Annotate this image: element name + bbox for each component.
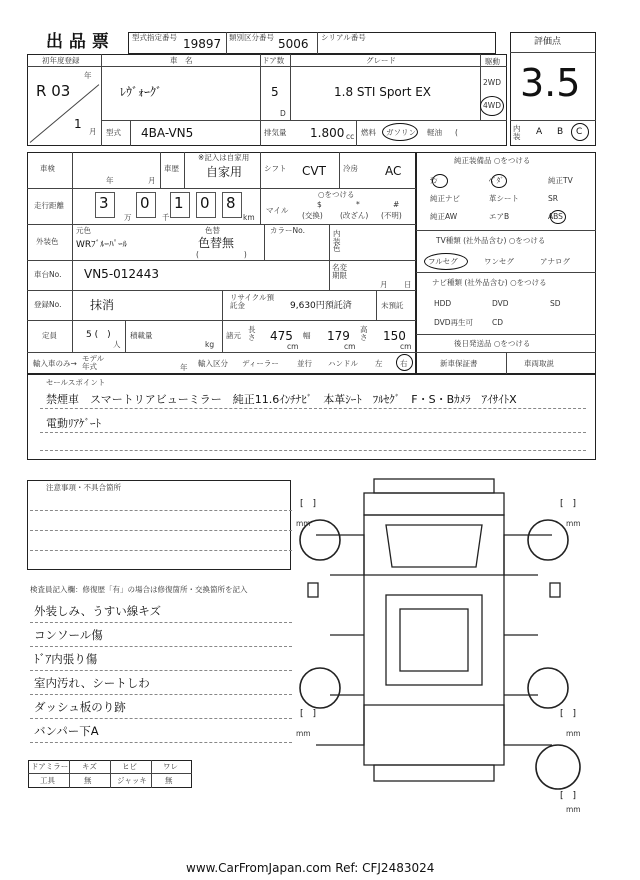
equip-item: 純正AW	[430, 212, 458, 221]
odometer-digit: 0	[200, 194, 210, 212]
class-no: 5006	[278, 37, 309, 51]
import-cat-label: 輸入区分	[198, 359, 228, 368]
colorno-label: カラーNo.	[270, 226, 305, 235]
usage: 自家用	[206, 165, 243, 179]
remark-text: 外装しみ、うすい線キズ	[34, 604, 161, 618]
remark-text: バンパー下A	[34, 724, 99, 738]
reg-label: 登録No.	[34, 300, 62, 309]
ac-label: 冷房	[343, 164, 358, 173]
later-warranty: 新車保証書	[440, 359, 478, 368]
navi-item: DVD再生可	[434, 318, 474, 327]
height: 150	[383, 329, 406, 343]
remark-text: 室内汚れ、シートしわ	[34, 676, 150, 690]
first-reg-era: R 03	[36, 82, 71, 100]
import-label: 輸入車のみ→	[33, 359, 77, 368]
equip-item: SR	[548, 194, 558, 203]
interior-label: 内装	[513, 124, 521, 141]
interior-c: C	[576, 127, 583, 137]
front-bumper	[374, 479, 494, 493]
car-name: ﾚｳﾞｫｰｸﾞ	[120, 85, 163, 99]
notes-box	[27, 480, 291, 570]
interior-color-label: 内装色	[333, 229, 341, 253]
footer-ref: www.CarFromJapan.com Ref: CFJ2483024	[186, 861, 435, 875]
color-change: 色替無	[198, 236, 235, 250]
odometer-cell	[136, 192, 156, 218]
tire-bracket-fr: [ ]	[560, 499, 577, 509]
hood	[364, 515, 504, 575]
first-reg-month: 1	[74, 117, 82, 131]
remark-text: コンソール傷	[34, 628, 103, 642]
original-color: WRﾌﾞﾙｰﾊﾟｰﾙ	[76, 240, 128, 250]
score-label: 評価点	[534, 37, 562, 47]
inspect-note: 検査員記入欄：修復歴「有」の場合は修復箇所・交換箇所を記入	[30, 585, 248, 594]
navi-item: SD	[550, 299, 561, 308]
tv-fullseg-circle	[424, 253, 468, 270]
serial-label: シリアル番号	[321, 33, 366, 42]
remark-line	[30, 670, 292, 671]
tire-bracket-rl: [ ]	[300, 709, 317, 719]
trunk	[364, 705, 504, 765]
sales-line-2: 電動ﾘｱｹﾞｰﾄ	[46, 417, 101, 430]
model-year-label: モデル年式	[82, 354, 105, 371]
tire-bracket-fl: [ ]	[300, 499, 317, 509]
usage-label: 車歴	[164, 164, 179, 173]
type-no: 19897	[183, 37, 222, 51]
equip-item: ABS	[548, 212, 563, 221]
navi-title: ナビ種類 (社外品含む) ○をつける	[432, 278, 547, 287]
length: 475	[270, 329, 293, 343]
odometer-digit: 1	[174, 194, 184, 212]
sales-label: セールスポイント	[46, 378, 106, 387]
rename-label: 名変期限	[332, 263, 347, 280]
spare-tire	[536, 745, 580, 789]
fuel-label: 燃料	[361, 128, 376, 137]
equip-item: 革シート	[489, 194, 519, 203]
disp: 1.800	[310, 126, 345, 140]
wheel-rear-left	[300, 668, 340, 708]
capacity-label: 定員	[42, 331, 57, 340]
navi-item: DVD	[492, 299, 509, 308]
remark-line	[30, 646, 292, 647]
score-value: 3.5	[520, 61, 581, 105]
equip-item: ｻﾝ	[430, 176, 438, 185]
first-reg-label: 初年度登録	[42, 56, 80, 65]
equip-item: ﾍﾞﾀﾞ	[489, 176, 504, 185]
interior-b: B	[557, 127, 564, 137]
handle-right: 右	[400, 359, 408, 368]
car-name-label: 車 名	[170, 56, 193, 65]
tv-item: フルセグ	[428, 257, 458, 266]
odometer-cell	[95, 192, 115, 218]
equip-circle	[432, 174, 448, 188]
remark-text: ﾄﾞｱ内張り傷	[34, 652, 98, 666]
ac: AC	[385, 164, 402, 178]
odometer-cell	[170, 192, 190, 218]
tv-item: アナログ	[540, 257, 570, 266]
wheel-front-right	[528, 520, 568, 560]
fuel-diesel: 軽油	[427, 128, 442, 137]
mile-label: マイル	[266, 206, 289, 215]
drive-label: 駆動	[485, 57, 500, 66]
grade: 1.8 STI Sport EX	[334, 85, 432, 99]
remark-line	[30, 742, 292, 743]
car-diagram	[290, 475, 600, 815]
shaken-label: 車検	[40, 164, 55, 173]
wheel-rear-right	[528, 668, 568, 708]
navi-item: CD	[492, 318, 504, 327]
color-label: 外装色	[36, 237, 59, 246]
capacity: 5 ( )	[86, 330, 111, 340]
remark-line	[30, 718, 292, 719]
shift-label: シフト	[264, 164, 287, 173]
tire-bracket-rr: [ ]	[560, 709, 577, 719]
fuel-gas: ガソリン	[386, 128, 416, 137]
later-title: 後日発送品 ○をつける	[454, 339, 531, 348]
navi-item: HDD	[434, 299, 452, 308]
grade-label: グレード	[366, 56, 396, 65]
dealer: ディーラー	[242, 359, 279, 368]
remark-text: ダッシュ板のり跡	[34, 700, 126, 714]
drive-4wd: 4WD	[483, 101, 501, 110]
chassis: VN5-012443	[84, 267, 159, 281]
remark-line	[30, 694, 292, 695]
equip-circle	[550, 210, 566, 224]
parallel: 並行	[297, 359, 312, 368]
equip-circle	[491, 174, 507, 188]
recycle-label: リサイクル預託金	[230, 293, 274, 310]
type-no-label: 型式指定番号	[132, 33, 177, 42]
right-side	[504, 535, 552, 745]
recycle: 9,630円預託済	[290, 301, 352, 311]
odometer-digit: 0	[140, 194, 150, 212]
equip-item: エアB	[489, 212, 510, 221]
mileage-label: 走行距離	[34, 201, 64, 210]
reg: 抹消	[90, 298, 115, 312]
drive-2wd: 2WD	[483, 78, 501, 87]
odometer-digit: 3	[99, 194, 109, 212]
remark-line	[30, 622, 292, 623]
odometer-digit: 8	[226, 194, 236, 212]
sheet-title: 出 品 票	[46, 32, 109, 52]
handle-label: ハンドル	[328, 359, 358, 368]
tire-bracket-spare: [ ]	[560, 791, 577, 801]
interior-a: A	[536, 127, 543, 137]
model-label: 型式	[106, 128, 121, 137]
class-no-label: 類別区分番号	[229, 33, 274, 42]
model: 4BA-VN5	[141, 126, 194, 140]
rear-bumper	[374, 765, 494, 781]
load-label: 積載量	[130, 331, 153, 340]
doors: 5	[271, 85, 279, 99]
notes-title: 注意事項・不具合箇所	[46, 483, 121, 492]
handle-left: 左	[375, 359, 383, 368]
width: 179	[327, 329, 350, 343]
recycle-not: 未預託	[381, 301, 404, 310]
shift: CVT	[302, 164, 326, 178]
odometer-cell	[222, 192, 242, 218]
tv-title: TV種類 (社外品含む) ○をつける	[436, 236, 546, 245]
dim-label: 諸元	[226, 331, 241, 340]
equip-item: 純正ナビ	[430, 194, 460, 203]
doors-label: ドア数	[262, 56, 285, 65]
chassis-label: 車台No.	[34, 270, 62, 279]
equip-title: 純正装備品 ○をつける	[454, 156, 531, 165]
tv-item: ワンセグ	[484, 257, 514, 266]
later-manual: 車両取説	[524, 359, 554, 368]
equip-item: 純正TV	[548, 176, 573, 185]
disp-label: 排気量	[264, 128, 287, 137]
sales-block	[27, 374, 596, 460]
sales-line-1: 禁煙車 スマートリアビューミラー 純正11.6ｲﾝﾁﾅﾋﾞ 本革ｼｰﾄ ﾌﾙｾｸﾞ F・S・Bｶﾒﾗ ｱｲｻｲﾄX	[46, 393, 517, 406]
left-side	[316, 535, 364, 745]
odometer-cell	[196, 192, 216, 218]
